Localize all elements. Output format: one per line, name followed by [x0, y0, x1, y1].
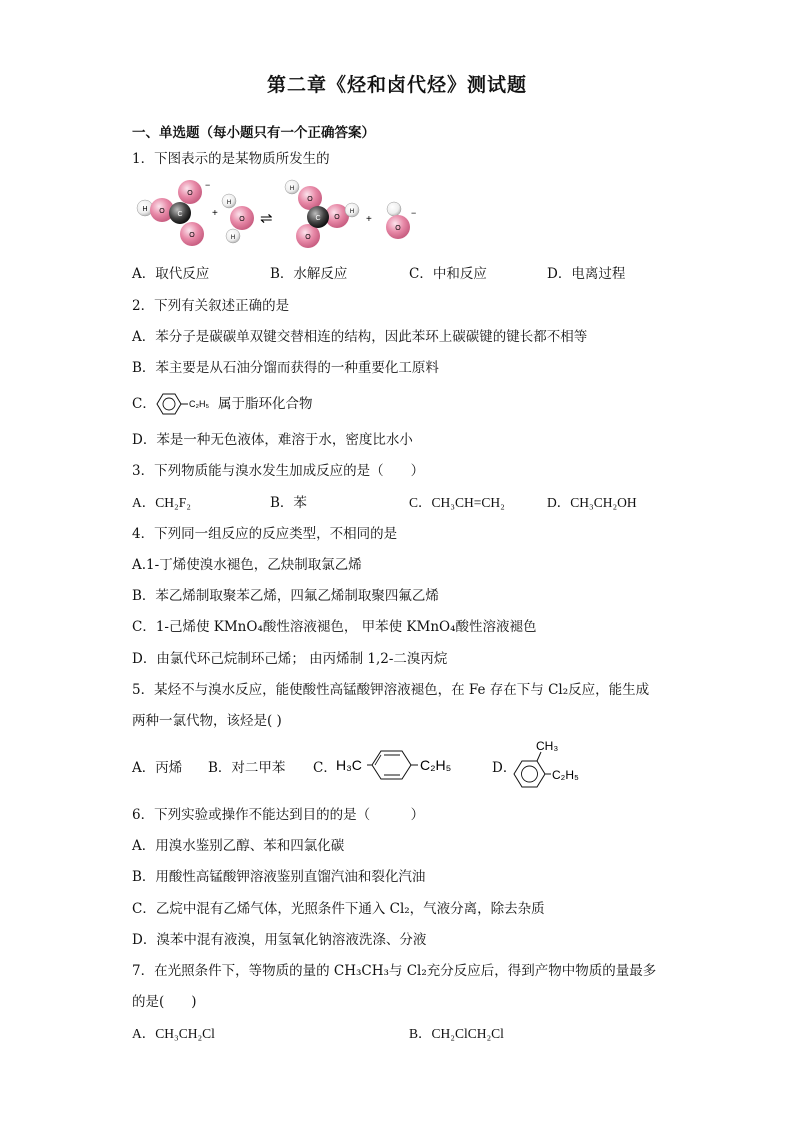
section-heading: 一、单选题（每小题只有一个正确答案）	[132, 125, 375, 141]
q1-stem: 1．下图表示的是某物质所发生的	[132, 151, 330, 167]
q4-option-d: D．由氯代环己烷制环己烯； 由丙烯制 1,2-二溴丙烷	[132, 651, 448, 667]
page-title: 第二章《烃和卤代烃》测试题	[266, 74, 527, 96]
svg-text:+: +	[366, 214, 372, 225]
q7-stem-line2: 的是( )	[132, 994, 197, 1010]
q5-option-c-label: C．	[313, 760, 337, 776]
svg-text:H: H	[226, 200, 232, 206]
q1-option-c: C．中和反应	[409, 266, 487, 282]
q2-option-c: C．	[132, 396, 156, 412]
svg-text:C: C	[177, 211, 183, 218]
q3-option-a: A．CH₂F₂	[132, 495, 191, 510]
q3-stem: 3．下列物质能与溴水发生加成反应的是（ ）	[132, 463, 425, 479]
svg-text:H: H	[230, 235, 236, 241]
q3-option-d: D．CH₃CH₂OH	[547, 495, 637, 510]
q2-option-c-suffix: 属于脂环化合物	[218, 396, 313, 412]
svg-text:C: C	[315, 215, 321, 222]
svg-text:⇌: ⇌	[260, 210, 273, 227]
q6-option-b: B．用酸性高锰酸钾溶液鉴别直馏汽油和裂化汽油	[132, 869, 426, 885]
svg-text:H: H	[349, 209, 355, 215]
water-molecule	[222, 194, 254, 243]
q2-option-b: B．苯主要是从石油分馏而获得的一种重要化工原料	[132, 360, 439, 376]
svg-text:O: O	[334, 214, 340, 221]
q7-stem-line1: 7．在光照条件下，等物质的量的 CH₃CH₃与 Cl₂充分反应后，得到产物中物质的量最多	[132, 963, 657, 979]
q4-option-c: C．1-己烯使 KMnO₄酸性溶液褪色， 甲苯使 KMnO₄酸性溶液褪色	[132, 619, 537, 635]
q4-option-a: A.1-丁烯使溴水褪色，乙炔制取氯乙烯	[132, 557, 362, 573]
q1-reaction-figure	[130, 176, 430, 252]
q1-option-a: A．取代反应	[132, 266, 210, 282]
q3-option-b: B．苯	[270, 495, 307, 511]
svg-text:C₂H₅: C₂H₅	[420, 757, 452, 773]
q7-option-a: A．CH₃CH₂Cl	[132, 1026, 215, 1041]
svg-text:O: O	[239, 216, 245, 223]
q5-option-d-structure	[510, 738, 590, 790]
q4-stem: 4．下列同一组反应的反应类型，不相同的是	[132, 526, 398, 542]
svg-text:O: O	[187, 190, 193, 197]
svg-text:O: O	[395, 225, 401, 232]
svg-text:C₂H₅: C₂H₅	[552, 768, 579, 782]
q5-option-d-label: D．	[492, 760, 517, 776]
svg-text:O: O	[189, 232, 195, 239]
q6-option-c: C．乙烷中混有乙烯气体，光照条件下通入 Cl₂，气液分离，除去杂质	[132, 901, 545, 917]
q4-option-b: B．苯乙烯制取聚苯乙烯，四氟乙烯制取聚四氟乙烯	[132, 588, 439, 604]
carbonic-acid-molecule	[285, 180, 359, 248]
q2-option-d: D．苯是一种无色液体，难溶于水，密度比水小	[132, 432, 413, 448]
svg-text:H₃C: H₃C	[336, 757, 362, 773]
svg-text:−: −	[411, 208, 417, 218]
q5-option-a: A．丙烯	[132, 760, 183, 776]
svg-text:CH₃: CH₃	[536, 739, 559, 753]
q2-option-a: A．苯分子是碳碳单双键交替相连的结构，因此苯环上碳碳键的键长都不相等	[132, 329, 588, 345]
q1-option-d: D．电离过程	[547, 266, 626, 282]
svg-text:C₂H₅: C₂H₅	[189, 399, 210, 409]
svg-text:−: −	[205, 180, 211, 190]
q6-option-a: A．用溴水鉴别乙醇、苯和四氯化碳	[132, 838, 345, 854]
q1-option-b: B．水解反应	[270, 266, 348, 282]
q5-option-c-structure	[334, 745, 470, 785]
q6-stem: 6．下列实验或操作不能达到目的的是（ ）	[132, 807, 425, 823]
hydroxide-ion	[386, 202, 416, 239]
svg-text:H: H	[289, 186, 295, 192]
q5-stem-line2: 两种一氯代物，该烃是( )	[132, 713, 282, 729]
svg-text:+: +	[212, 208, 218, 219]
q2-stem: 2．下列有关叙述正确的是	[132, 298, 290, 314]
bicarbonate-molecule	[137, 180, 210, 246]
svg-text:O: O	[305, 234, 311, 241]
q5-option-b: B．对二甲苯	[208, 760, 286, 776]
svg-text:O: O	[307, 196, 313, 203]
q5-stem-line1: 5．某烃不与溴水反应，能使酸性高锰酸钾溶液褪色，在 Fe 存在下与 Cl₂反应，能生成	[132, 682, 650, 698]
svg-text:H: H	[142, 206, 148, 213]
benzene-ethyl-structure	[152, 390, 222, 418]
q3-option-c: C．CH₃CH=CH₂	[409, 495, 505, 510]
svg-text:O: O	[159, 208, 165, 215]
q6-option-d: D．溴苯中混有液溴，用氢氧化钠溶液洗涤、分液	[132, 932, 427, 948]
q7-option-b: B．CH₂ClCH₂Cl	[409, 1026, 504, 1041]
